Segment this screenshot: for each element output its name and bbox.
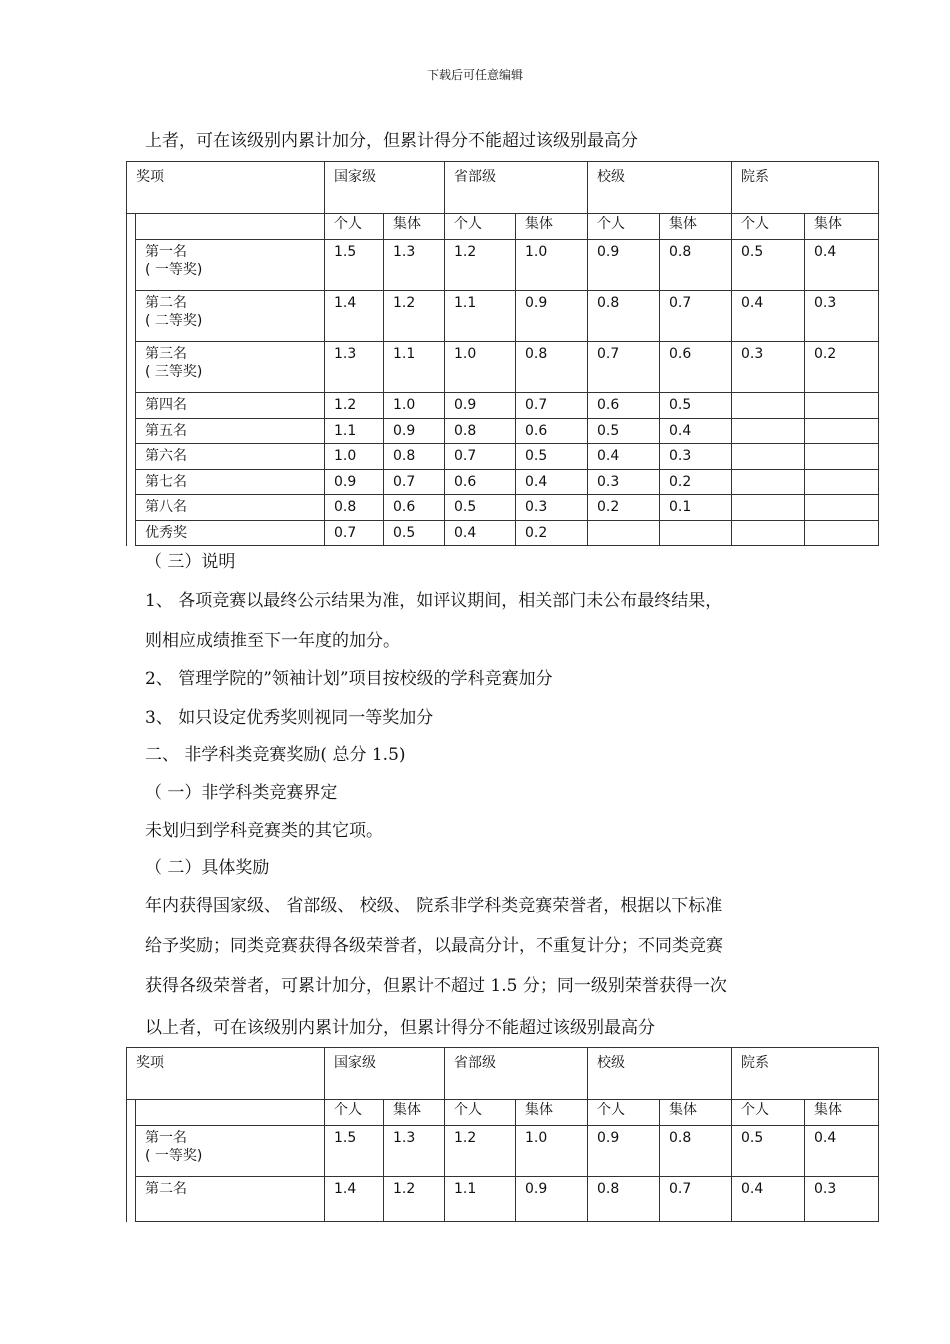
score-cell bbox=[805, 495, 879, 521]
award-name: 第二名 bbox=[145, 295, 187, 311]
category-header: 校级 bbox=[588, 1048, 732, 1100]
score-cell: 0.9 bbox=[384, 419, 445, 444]
subheader-cell: 集体 bbox=[384, 214, 445, 240]
subheader-cell: 集体 bbox=[384, 1100, 445, 1126]
award-name: 第七名 bbox=[145, 474, 187, 490]
body-text-line: （ 二）具体奖励 bbox=[145, 858, 270, 878]
score-cell: 0.2 bbox=[660, 470, 732, 495]
score-cell: 0.4 bbox=[660, 419, 732, 444]
score-cell: 1.0 bbox=[325, 444, 384, 470]
award-name-cell bbox=[136, 470, 325, 495]
score-cell: 0.8 bbox=[660, 240, 732, 291]
subheader-cell: 集体 bbox=[660, 214, 732, 240]
award-name-cell bbox=[136, 291, 325, 342]
award-name: 第一名 bbox=[145, 244, 187, 260]
award-name-cell bbox=[136, 240, 325, 291]
score-cell: 1.1 bbox=[445, 1177, 516, 1222]
category-header: 国家级 bbox=[325, 162, 445, 214]
award-name-cell bbox=[136, 342, 325, 393]
score-cell: 0.9 bbox=[445, 393, 516, 419]
category-header: 省部级 bbox=[445, 162, 588, 214]
score-cell: 0.8 bbox=[660, 1126, 732, 1177]
score-cell: 0.9 bbox=[516, 1177, 588, 1222]
body-text-line: 获得各级荣誉者，可累计加分，但累计不超过 1.5 分；同一级别荣誉获得一次 bbox=[145, 976, 727, 996]
score-cell bbox=[660, 521, 732, 546]
category-header: 奖项 bbox=[127, 162, 325, 214]
table-row bbox=[127, 342, 879, 393]
score-cell bbox=[732, 444, 805, 470]
score-cell: 0.4 bbox=[588, 444, 660, 470]
subheader-cell: 个人 bbox=[732, 214, 805, 240]
table-row bbox=[127, 419, 879, 444]
score-cell: 1.5 bbox=[325, 1126, 384, 1177]
score-cell: 0.8 bbox=[445, 419, 516, 444]
award-name: 第五名 bbox=[145, 423, 187, 439]
score-cell bbox=[805, 470, 879, 495]
subheader-cell: 集体 bbox=[516, 1100, 588, 1126]
score-cell: 1.2 bbox=[384, 291, 445, 342]
table-row bbox=[127, 1177, 879, 1222]
body-text-line: 给予奖励；同类竞赛获得各级荣誉者，以最高分计，不重复计分；不同类竞赛 bbox=[145, 936, 723, 956]
score-cell: 1.4 bbox=[325, 291, 384, 342]
score-cell bbox=[732, 419, 805, 444]
score-cell: 0.8 bbox=[516, 342, 588, 393]
award-rank: ( 二等奖) bbox=[145, 313, 203, 329]
award-name-cell bbox=[136, 444, 325, 470]
subheader-cell: 个人 bbox=[445, 214, 516, 240]
score-cell: 0.4 bbox=[516, 470, 588, 495]
score-cell: 0.7 bbox=[588, 342, 660, 393]
award-rank: ( 一等奖) bbox=[145, 1148, 203, 1164]
score-cell: 0.3 bbox=[516, 495, 588, 521]
score-cell: 0.1 bbox=[660, 495, 732, 521]
score-cell: 0.7 bbox=[660, 1177, 732, 1222]
score-cell: 0.6 bbox=[516, 419, 588, 444]
score-cell: 0.6 bbox=[384, 495, 445, 521]
score-cell: 0.5 bbox=[588, 419, 660, 444]
category-header: 校级 bbox=[588, 162, 732, 214]
table-row bbox=[127, 1126, 879, 1177]
score-cell bbox=[732, 393, 805, 419]
subheader-cell: 个人 bbox=[588, 1100, 660, 1126]
body-text-line: 1、 各项竞赛以最终公示结果为准，如评议期间，相关部门未公布最终结果， bbox=[145, 591, 723, 611]
category-header: 省部级 bbox=[445, 1048, 588, 1100]
award-name: 第一名 bbox=[145, 1130, 187, 1146]
score-cell bbox=[588, 521, 660, 546]
subheader-cell: 集体 bbox=[516, 214, 588, 240]
score-cell bbox=[805, 419, 879, 444]
score-cell bbox=[732, 470, 805, 495]
score-cell bbox=[805, 393, 879, 419]
category-header: 国家级 bbox=[325, 1048, 445, 1100]
table-row bbox=[127, 393, 879, 419]
score-cell: 1.1 bbox=[384, 342, 445, 393]
score-cell: 0.5 bbox=[660, 393, 732, 419]
table-row bbox=[127, 444, 879, 470]
page-header: 下载后可任意编辑 bbox=[426, 68, 523, 82]
score-cell: 1.0 bbox=[516, 240, 588, 291]
award-rank: ( 三等奖) bbox=[145, 364, 203, 380]
award-name: 第四名 bbox=[145, 397, 187, 413]
score-cell: 0.4 bbox=[732, 1177, 805, 1222]
score-cell bbox=[805, 444, 879, 470]
score-cell: 1.1 bbox=[445, 291, 516, 342]
score-cell: 0.7 bbox=[325, 521, 384, 546]
score-cell: 1.5 bbox=[325, 240, 384, 291]
subheader-cell: 集体 bbox=[805, 1100, 879, 1126]
award-name: 第三名 bbox=[145, 346, 187, 362]
score-cell: 0.8 bbox=[588, 291, 660, 342]
score-cell: 0.5 bbox=[384, 521, 445, 546]
score-cell: 1.2 bbox=[384, 1177, 445, 1222]
score-cell: 0.5 bbox=[732, 1126, 805, 1177]
award-name-cell bbox=[136, 1126, 325, 1177]
score-cell: 1.3 bbox=[325, 342, 384, 393]
score-cell: 0.4 bbox=[445, 521, 516, 546]
body-text-line: 未划归到学科竞赛类的其它项。 bbox=[145, 821, 383, 841]
subheader-cell: 个人 bbox=[588, 214, 660, 240]
award-name-cell bbox=[136, 521, 325, 546]
score-cell: 1.1 bbox=[325, 419, 384, 444]
body-text-line: 3、 如只设定优秀奖则视同一等奖加分 bbox=[145, 708, 434, 728]
score-cell: 0.2 bbox=[805, 342, 879, 393]
body-text-line: 年内获得国家级、 省部级、 校级、 院系非学科类竞赛荣誉者，根据以下标准 bbox=[145, 896, 723, 916]
score-cell: 0.6 bbox=[445, 470, 516, 495]
score-cell: 0.9 bbox=[325, 470, 384, 495]
table-row bbox=[127, 291, 879, 342]
subheader-cell: 个人 bbox=[325, 214, 384, 240]
score-cell: 0.9 bbox=[516, 291, 588, 342]
score-cell: 0.9 bbox=[588, 1126, 660, 1177]
score-cell: 1.4 bbox=[325, 1177, 384, 1222]
award-name-cell bbox=[136, 393, 325, 419]
score-cell: 0.7 bbox=[445, 444, 516, 470]
score-cell: 0.2 bbox=[588, 495, 660, 521]
award-name-cell bbox=[136, 495, 325, 521]
category-header: 院系 bbox=[732, 162, 879, 214]
body-text-line: 二、 非学科类竞赛奖励( 总分 1.5) bbox=[145, 745, 406, 765]
score-cell: 0.7 bbox=[516, 393, 588, 419]
score-cell: 1.0 bbox=[384, 393, 445, 419]
score-cell: 0.8 bbox=[325, 495, 384, 521]
score-cell: 0.6 bbox=[588, 393, 660, 419]
score-cell: 0.4 bbox=[805, 1126, 879, 1177]
subheader-cell: 个人 bbox=[445, 1100, 516, 1126]
body-text-line: （ 三）说明 bbox=[145, 552, 236, 572]
award-name: 优秀奖 bbox=[145, 525, 187, 541]
score-cell: 0.4 bbox=[805, 240, 879, 291]
score-cell: 0.3 bbox=[588, 470, 660, 495]
score-cell: 0.5 bbox=[516, 444, 588, 470]
body-text-line: 以上者，可在该级别内累计加分，但累计得分不能超过该级别最高分 bbox=[145, 1018, 655, 1038]
award-name-cell bbox=[136, 419, 325, 444]
award-rank: ( 一等奖) bbox=[145, 262, 203, 278]
score-cell bbox=[732, 521, 805, 546]
score-cell: 0.5 bbox=[732, 240, 805, 291]
subheader-cell: 个人 bbox=[325, 1100, 384, 1126]
score-cell: 1.3 bbox=[384, 1126, 445, 1177]
category-header: 院系 bbox=[732, 1048, 879, 1100]
score-cell: 0.9 bbox=[588, 240, 660, 291]
score-cell: 0.7 bbox=[660, 291, 732, 342]
award-name: 第六名 bbox=[145, 448, 187, 464]
score-cell: 0.6 bbox=[660, 342, 732, 393]
score-cell: 1.0 bbox=[516, 1126, 588, 1177]
award-table-1 bbox=[126, 161, 879, 546]
subheader-cell: 个人 bbox=[732, 1100, 805, 1126]
score-cell: 1.2 bbox=[445, 240, 516, 291]
table-row bbox=[127, 470, 879, 495]
score-cell bbox=[732, 495, 805, 521]
score-cell: 1.2 bbox=[445, 1126, 516, 1177]
score-cell: 0.2 bbox=[516, 521, 588, 546]
body-text-line: 则相应成绩推至下一年度的加分。 bbox=[145, 631, 400, 651]
score-cell: 0.5 bbox=[445, 495, 516, 521]
score-cell: 1.2 bbox=[325, 393, 384, 419]
intro-line: 上者，可在该级别内累计加分，但累计得分不能超过该级别最高分 bbox=[145, 131, 638, 151]
award-name: 第二名 bbox=[145, 1181, 187, 1197]
subheader-cell: 集体 bbox=[805, 214, 879, 240]
score-cell: 1.3 bbox=[384, 240, 445, 291]
table-row bbox=[127, 240, 879, 291]
subheader-cell: 集体 bbox=[660, 1100, 732, 1126]
score-cell: 0.8 bbox=[384, 444, 445, 470]
score-cell: 0.7 bbox=[384, 470, 445, 495]
score-cell bbox=[805, 521, 879, 546]
score-cell: 0.3 bbox=[805, 1177, 879, 1222]
body-text-line: 2、 管理学院的”领袖计划”项目按校级的学科竞赛加分 bbox=[145, 669, 553, 689]
award-name-cell bbox=[136, 1177, 325, 1222]
award-name: 第八名 bbox=[145, 499, 187, 515]
score-cell: 0.3 bbox=[732, 342, 805, 393]
table-row bbox=[127, 495, 879, 521]
score-cell: 0.3 bbox=[805, 291, 879, 342]
category-header: 奖项 bbox=[127, 1048, 325, 1100]
score-cell: 0.8 bbox=[588, 1177, 660, 1222]
score-cell: 1.0 bbox=[445, 342, 516, 393]
score-cell: 0.3 bbox=[660, 444, 732, 470]
body-text-line: （ 一）非学科类竞赛界定 bbox=[145, 783, 338, 803]
score-cell: 0.4 bbox=[732, 291, 805, 342]
table-row bbox=[127, 521, 879, 546]
award-table-2 bbox=[126, 1047, 879, 1222]
